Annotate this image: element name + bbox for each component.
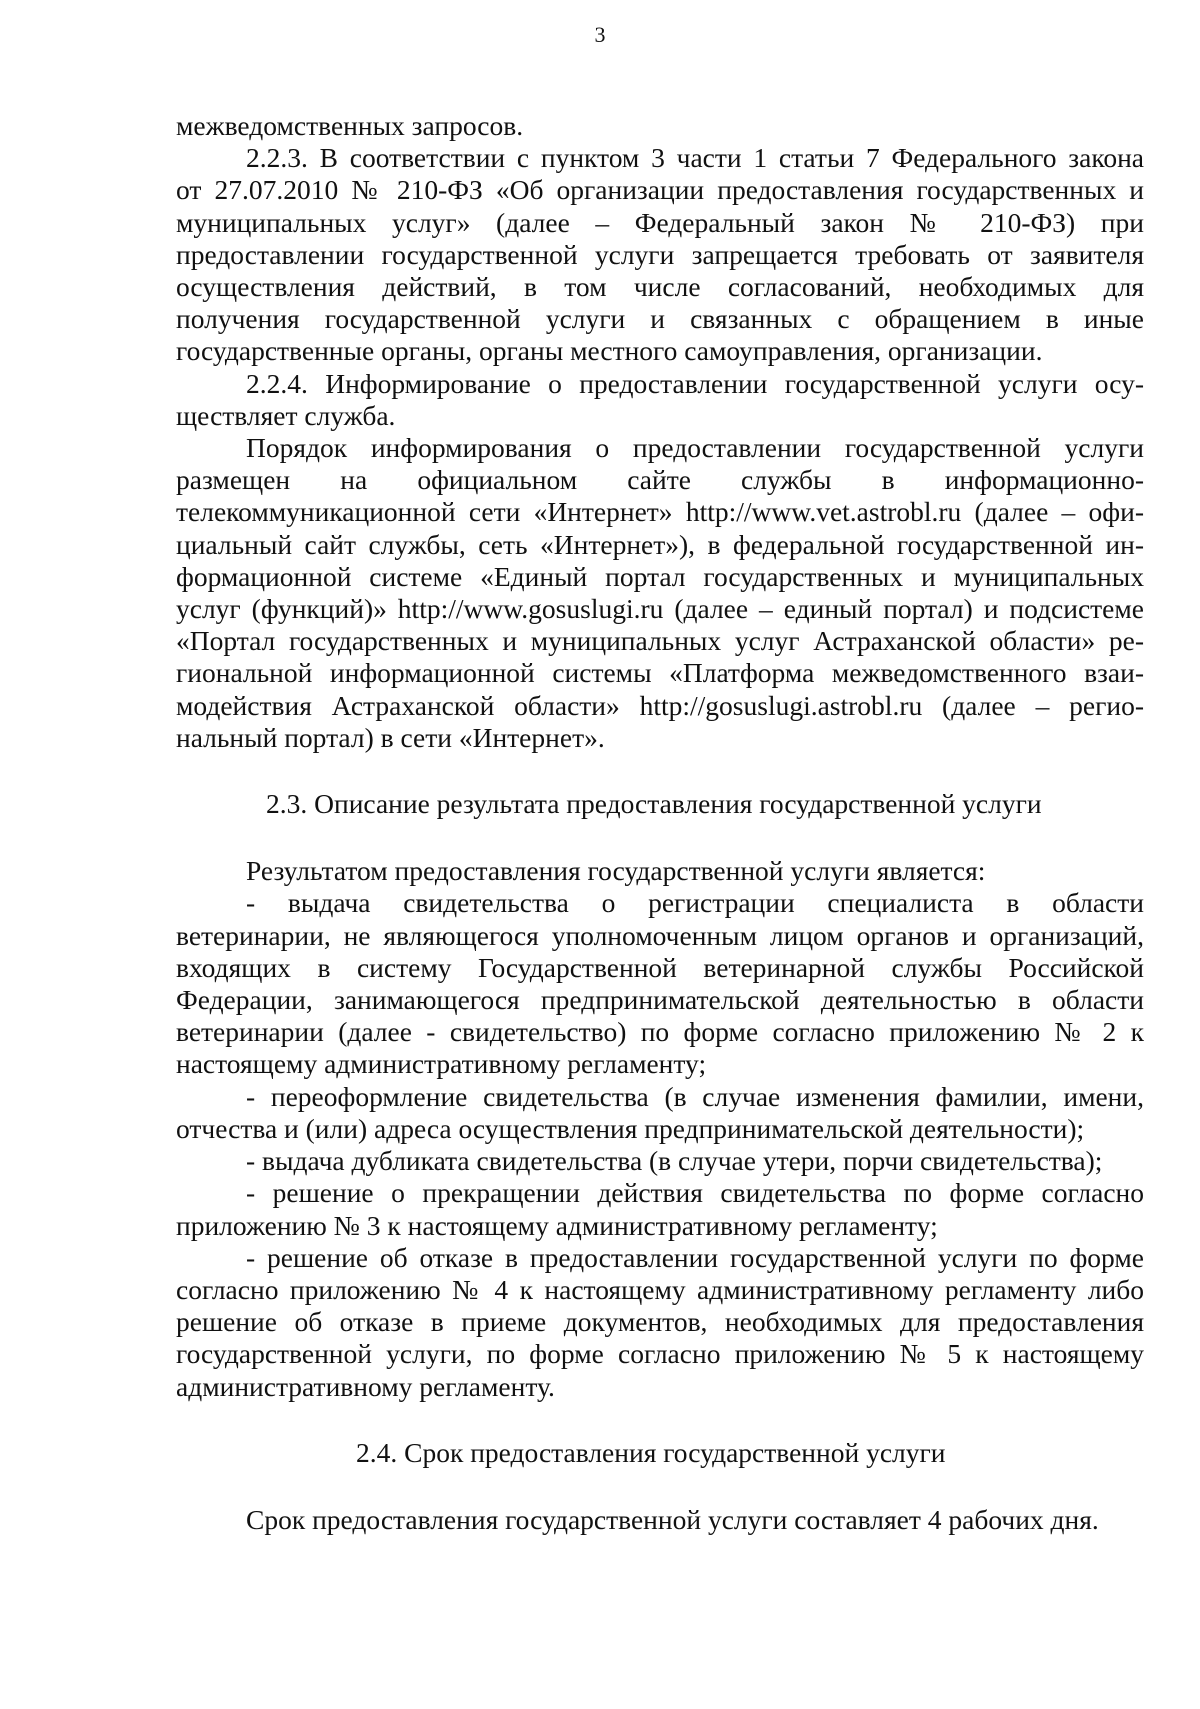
text-line: административному регламенту. — [176, 1370, 555, 1402]
text-line: 2.2.4. Информирование о предоставлении государственной услуги осу- — [246, 367, 1144, 399]
text-line: - выдача дубликата свидетельства (в случае утери, порчи свидетельства); — [246, 1145, 1103, 1177]
text-line: приложению № 3 к настоящему административному регламенту; — [176, 1209, 938, 1241]
result-item-duplicate-issue — [176, 1145, 1144, 1177]
text-line: - решение об отказе в предоставлении государственной услуги по форме — [246, 1241, 1144, 1273]
text-line: ветеринарии, не являющегося уполномоченным лицом органов и организаций, — [176, 919, 1144, 951]
text-line: от 27.07.2010 № 210-ФЗ «Об организации предоставления государственных и — [176, 174, 1144, 206]
text-line: модействия Астраханской области» http://gosuslugi.astrobl.ru (далее – регио- — [176, 689, 1144, 721]
text-line: Срок предоставления государственной услуги составляет 4 рабочих дня. — [246, 1503, 1099, 1535]
continuation-paragraph — [176, 110, 1144, 142]
text-line: гиональной информационной системы «Платформа межведомственного взаи- — [176, 657, 1144, 689]
text-line: формационной системе «Единый портал государственных и муниципальных — [176, 560, 1144, 592]
text-line: государственные органы, органы местного самоуправления, организации. — [176, 335, 1043, 367]
page-number: 3 — [594, 22, 606, 47]
result-item-certificate-reissue — [176, 1081, 1144, 1145]
text-line: услуг (функций)» http://www.gosuslugi.ru (далее – единый портал) и подсистеме — [176, 593, 1144, 625]
text-line: согласно приложению № 4 к настоящему административному регламенту либо — [176, 1273, 1144, 1305]
term-paragraph — [176, 1504, 1144, 1536]
text-line: осуществления действий, в том числе согласований, необходимых для — [176, 271, 1144, 303]
text-line: нальный портал) в сети «Интернет». — [176, 721, 605, 753]
results-intro-paragraph — [176, 855, 1144, 887]
text-line: настоящему административному регламенту; — [176, 1048, 707, 1080]
text-line: ветеринарии (далее - свидетельство) по форме согласно приложению № 2 к — [176, 1016, 1144, 1048]
result-item-refusal-decision — [176, 1242, 1144, 1403]
result-item-termination-decision — [176, 1177, 1144, 1241]
text-line: государственной услуги, по форме согласно приложению № 5 к настоящему — [176, 1338, 1144, 1370]
text-line: Порядок информирования о предоставлении государственной услуги — [246, 432, 1144, 464]
text-line: входящих в систему Государственной ветеринарной службы Российской — [176, 951, 1144, 983]
document-body — [176, 110, 1144, 1536]
text-line: - переоформление свидетельства (в случае изменения фамилии, имени, — [246, 1080, 1144, 1112]
text-line: предоставлении государственной услуги запрещается требовать от заявителя — [176, 238, 1144, 270]
text-line: решение об отказе в приеме документов, необходимых для предоставления — [176, 1306, 1144, 1338]
text-line: циальный сайт службы, сеть «Интернет»), в федеральной государственной ин- — [176, 528, 1144, 560]
text-line: 2.2.3. В соответствии с пунктом 3 части 1 статьи 7 Федерального закона — [246, 142, 1144, 174]
text-line: размещен на официальном сайте службы в информационно- — [176, 464, 1144, 496]
text-line: межведомственных запросов. — [176, 110, 524, 141]
text-line: муниципальных услуг» (далее – Федеральный закон № 210-ФЗ) при — [176, 206, 1144, 238]
paragraph-2-2-3 — [176, 142, 1144, 367]
paragraph-information-order — [176, 432, 1144, 754]
result-item-certificate-issue — [176, 887, 1144, 1080]
text-line: - решение о прекращении действия свидетельства по форме согласно — [246, 1177, 1144, 1209]
text-line: отчества и (или) адреса осуществления предпринимательской деятельности); — [176, 1112, 1085, 1144]
text-line: - выдача свидетельства о регистрации специалиста в области — [246, 887, 1144, 919]
text-line: телекоммуникационной сети «Интернет» http://www.vet.astrobl.ru (далее – офи- — [176, 496, 1144, 528]
text-line: Федерации, занимающегося предпринимательской деятельностью в области — [176, 984, 1144, 1016]
text-line: «Портал государственных и муниципальных услуг Астраханской области» ре- — [176, 625, 1144, 657]
section-heading-2-3: 2.3. Описание результата предоставления государственной услуги — [266, 788, 1042, 820]
paragraph-2-2-4 — [176, 368, 1144, 432]
text-line: ществляет служба. — [176, 399, 396, 431]
text-line: получения государственной услуги и связанных с обращением в иные — [176, 303, 1144, 335]
text-line: Результатом предоставления государственной услуги является: — [246, 855, 986, 887]
section-heading-2-4: 2.4. Срок предоставления государственной услуги — [356, 1436, 946, 1468]
